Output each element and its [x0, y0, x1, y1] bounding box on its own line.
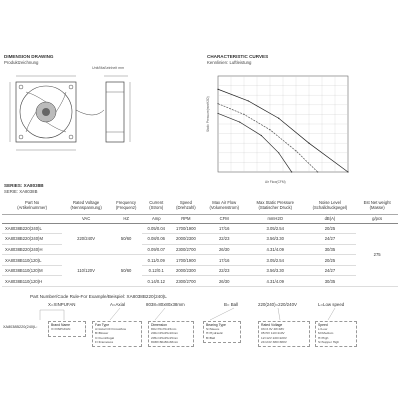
table-row	[2, 223, 398, 234]
speed-cell: 2300/2700	[170, 244, 201, 255]
unit-voltage: VAC	[62, 214, 110, 223]
noise-cell: 30/35	[304, 244, 357, 255]
rule-example: XA8038B220(240)L:	[3, 325, 38, 329]
series-2-point	[243, 114, 244, 115]
col-part: Part No (Artikelnummer)	[2, 197, 62, 214]
rule-label-speed: L=Low speed	[318, 302, 345, 307]
dimension-drawing	[4, 70, 184, 175]
series-2-point	[217, 103, 218, 104]
series-3-point	[278, 118, 279, 119]
col-speed: Speed (Drehzahl)	[170, 197, 201, 214]
frequency-cell: 50/60	[110, 223, 142, 255]
noise-cell: 24/27	[304, 234, 357, 245]
unit-speed: RPM	[170, 214, 201, 223]
curves-subtitle: Kennlinien: Luftleistung	[207, 59, 252, 65]
rule-label-voltage: 220(240)=220/240V	[258, 302, 297, 307]
series-1-point	[239, 121, 240, 122]
speed-cell: 1700/1900	[170, 255, 201, 266]
dimension-unit: Unit/Maßeinheit mm	[92, 66, 125, 70]
airflow-cell: 26/30	[202, 276, 247, 287]
airflow-cell: 17/16	[202, 255, 247, 266]
part-number: XA8038B110(120)H	[2, 276, 62, 287]
unit-weight: g/pcs	[356, 214, 398, 223]
spec-table	[2, 197, 398, 287]
pressure-cell: 4.31/4.09	[247, 244, 304, 255]
rule-box-bearing: Bearing Type S=Sleeve H=Hydraulic B=Ball	[203, 321, 241, 343]
rule-label-brand: X=XINPUFAN	[48, 302, 76, 307]
noise-cell: 20/25	[304, 255, 357, 266]
rule-box-speed: Speed L=Low M=Medium H=High S=Supper High	[315, 321, 357, 347]
part-number: XA8038B110(120)M	[2, 265, 62, 276]
col-airflow: Max Air Flow (Volumenstrom)	[202, 197, 247, 214]
series-1-point	[291, 171, 292, 172]
col-pressure: Max Static Pressure (Statischer Druck)	[247, 197, 304, 214]
airflow-cell: 22/23	[202, 234, 247, 245]
pressure-cell: 4.31/4.09	[247, 276, 304, 287]
rule-box-voltage: Rated Voltage 03=3.3V 48=48V 05=5V 110=110V 12=12V 220=220V 24=24V 380=380V	[258, 321, 310, 347]
series-line-1	[218, 113, 292, 172]
part-number: XA8038B110(120)L	[2, 255, 62, 266]
unit-airflow: CFM	[202, 214, 247, 223]
speed-cell: 2000/2300	[170, 265, 201, 276]
airflow-cell: 26/30	[202, 244, 247, 255]
table-row	[2, 265, 398, 276]
series-3-point	[347, 171, 348, 172]
part-number: XA8038B220(240)M	[2, 234, 62, 245]
curves-xlabel: Air Flow(CFM)	[265, 180, 286, 184]
characteristic-chart	[212, 72, 352, 178]
series-1-point	[261, 135, 262, 136]
col-current: Current (Strom)	[142, 197, 170, 214]
series-1-point	[217, 113, 218, 114]
table-row	[2, 234, 398, 245]
speed-cell: 2300/2700	[170, 276, 201, 287]
table-row	[2, 255, 398, 266]
curves-ylabel: Static Pressure(mmH2O)	[206, 96, 210, 132]
unit-frequency: HZ	[110, 214, 142, 223]
pressure-cell: 3.05/2.54	[247, 223, 304, 234]
unit-pressure: mmH2O	[247, 214, 304, 223]
current-cell: 0.12/0.1	[142, 265, 170, 276]
rule-connectors	[0, 306, 400, 322]
weight-cell: 275	[356, 223, 398, 287]
pressure-cell: 3.05/2.54	[247, 255, 304, 266]
series-3-point	[308, 143, 309, 144]
frequency-cell: 50/60	[110, 255, 142, 287]
current-cell: 0.14/0.12	[142, 276, 170, 287]
part-number: XA8038B220(240)H	[2, 244, 62, 255]
speed-cell: 2000/2300	[170, 234, 201, 245]
rule-box-fan-type: Fan Type A=Axial CF=Crossflow B=Blower C=Centrifugal F=Frameless	[92, 321, 142, 347]
series-3-point	[217, 89, 218, 90]
unit-noise: dB(A)	[304, 214, 357, 223]
curves-title: CHARACTERISTIC CURVES	[207, 54, 269, 59]
current-cell: 0.08/0.06	[142, 234, 170, 245]
noise-cell: 24/27	[304, 265, 357, 276]
series-2-point	[295, 150, 296, 151]
rule-label-dimension: 8038=80x80x38mm	[146, 302, 185, 307]
series-2-point	[269, 129, 270, 130]
unit-current: Amp	[142, 214, 170, 223]
series-subtitle: SERIE: XA8038B	[4, 189, 38, 194]
noise-cell: 30/35	[304, 276, 357, 287]
unit-part	[2, 214, 62, 223]
dimension-subtitle: Produktzeichnung	[4, 59, 39, 65]
speed-cell: 1700/1900	[170, 223, 201, 234]
col-voltage: Rated Voltage (Nennspannung)	[62, 197, 110, 214]
rule-label-type: A=Axial	[110, 302, 126, 307]
table-row	[2, 276, 398, 287]
rule-label-bearing: B= Ball	[224, 302, 239, 307]
voltage-cell: 110/120V	[62, 255, 110, 287]
rule-box-brand: Brand Name X=XINPUFAN	[48, 321, 86, 337]
series-1-point	[278, 152, 279, 153]
dimension-title: DIMENSION DRAWING	[4, 54, 54, 59]
rule-box-dimension: Dimension 80x=70x70x15mm 200x=25x25x10mm 205x=25x25x15mm 8038=80x80x38mm	[148, 321, 194, 347]
current-cell: 0.05/0.04	[142, 223, 170, 234]
voltage-cell: 220/240V	[62, 223, 110, 255]
table-row	[2, 244, 398, 255]
col-frequency: Frequency (Frequenz)	[110, 197, 142, 214]
pressure-cell: 3.56/3.30	[247, 265, 304, 276]
part-number: XA8038B220(240)L	[2, 223, 62, 234]
airflow-cell: 22/23	[202, 265, 247, 276]
airflow-cell: 17/16	[202, 223, 247, 234]
series-3-point	[248, 100, 249, 101]
series-2-point	[317, 171, 318, 172]
col-noise: Noise Level (Schalldruckpegel)	[304, 197, 357, 214]
current-cell: 0.11/0.09	[142, 255, 170, 266]
col-weight: Est Net weight (Masse)	[356, 197, 398, 214]
pressure-cell: 3.56/3.30	[247, 234, 304, 245]
noise-cell: 20/25	[304, 223, 357, 234]
current-cell: 0.09/0.07	[142, 244, 170, 255]
series-title: SERIES: XA8038B	[4, 183, 44, 188]
rule-title: Part Number/Code Rule-For Example/Beispiel: XA8038B220(240)L	[30, 294, 167, 299]
